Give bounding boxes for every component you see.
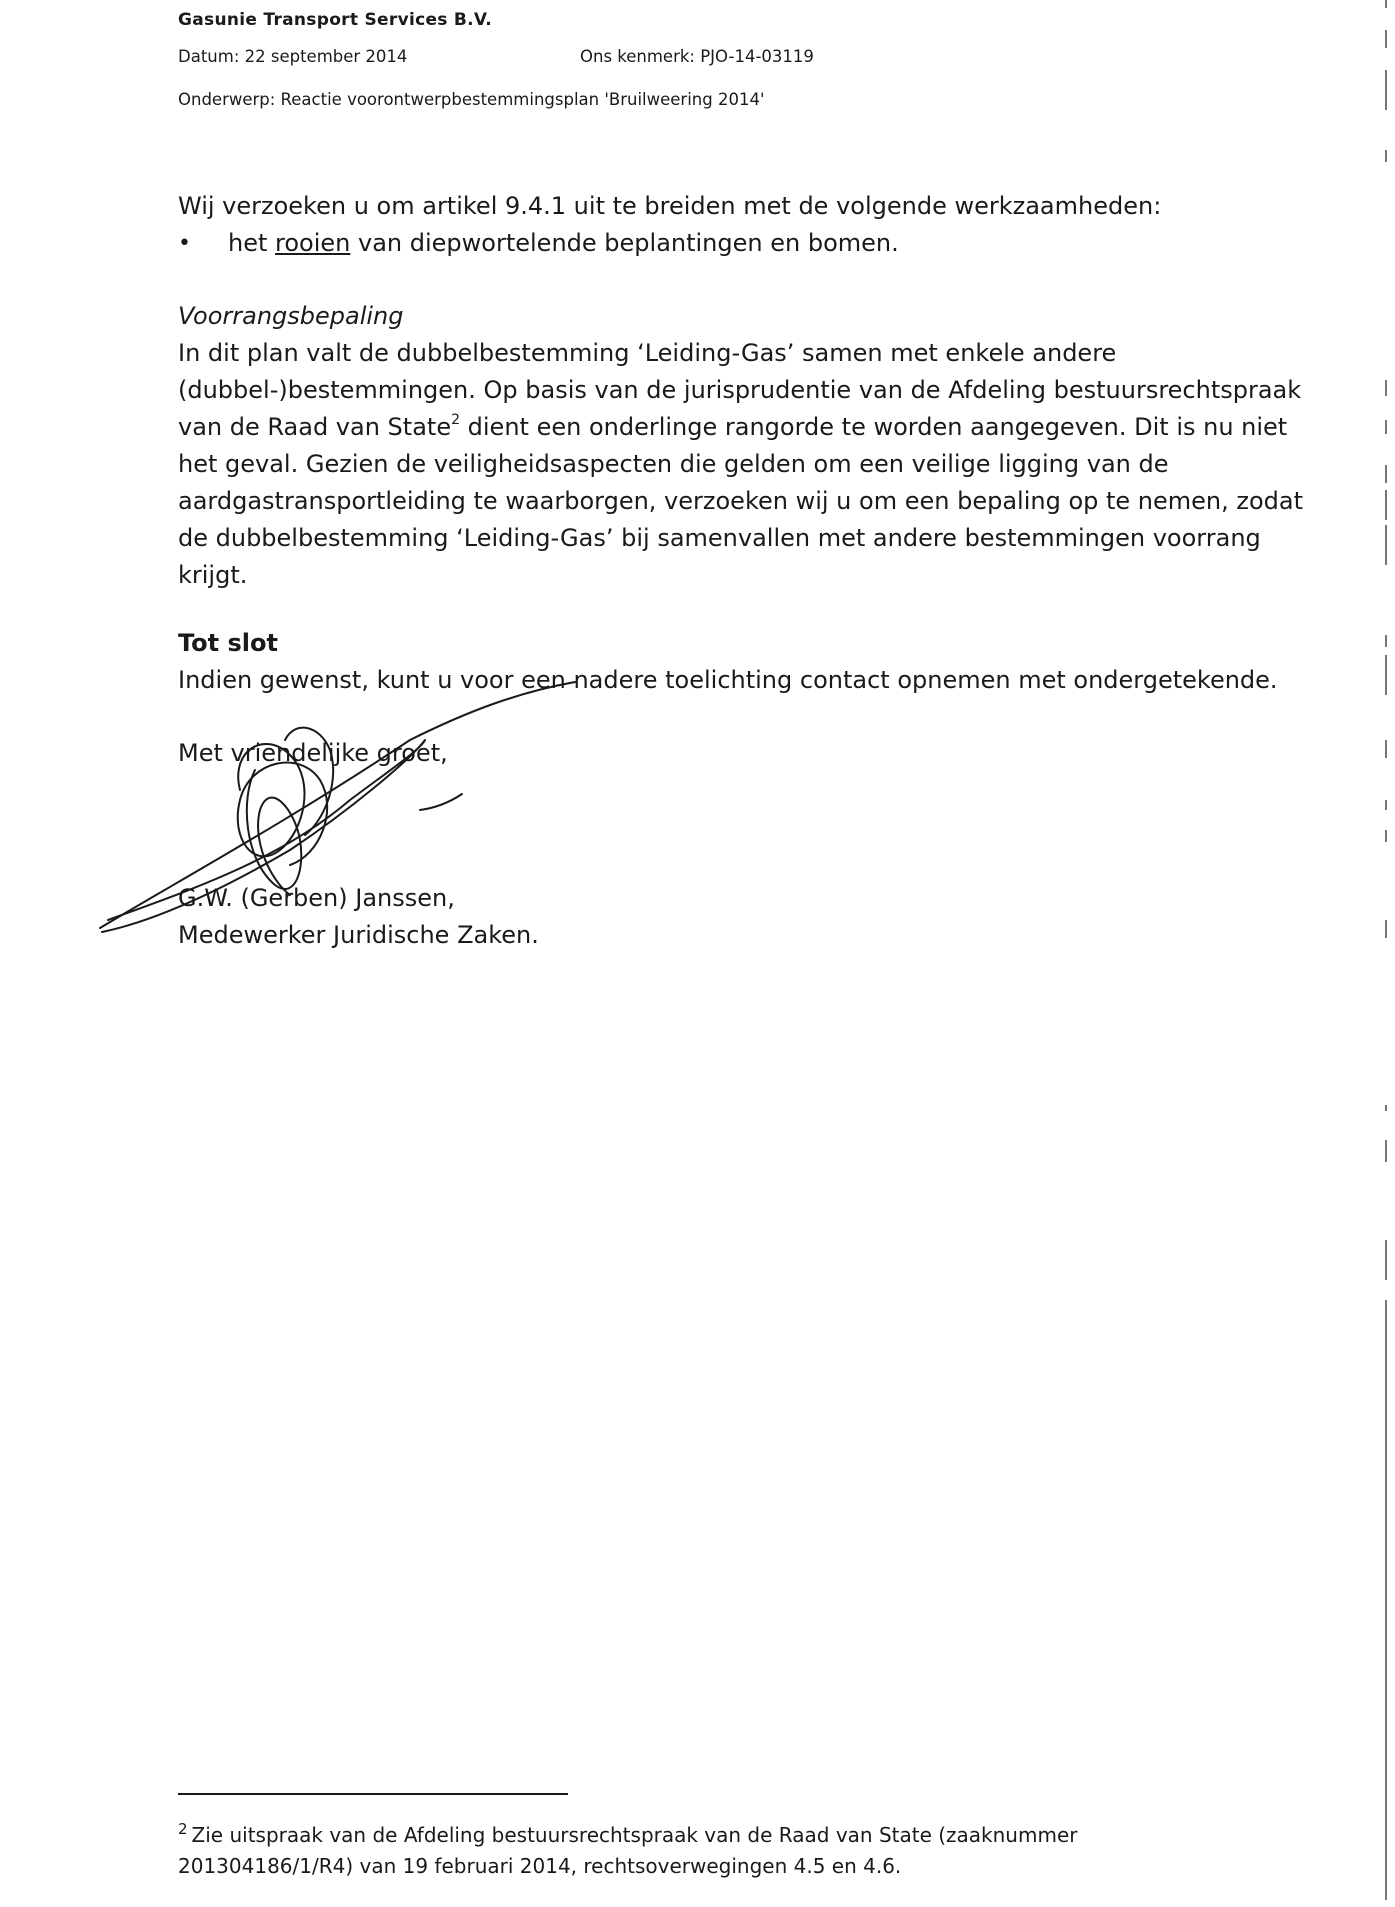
bullet-item (228, 225, 899, 262)
letter-date: Datum: 22 september 2014 (178, 47, 408, 66)
paragraph-line: In dit plan valt de dubbelbestemming ‘Leiding-Gas’ samen met enkele andere (178, 339, 1117, 367)
scan-artifact (1385, 830, 1387, 842)
scan-artifact (1385, 655, 1387, 695)
paragraph-line: krijgt. (178, 561, 248, 589)
scan-artifact (1385, 150, 1387, 162)
section-heading-tot-slot: Tot slot (178, 629, 278, 657)
scan-artifact (1385, 635, 1387, 647)
signer-name: G.W. (Gerben) Janssen, (178, 884, 455, 912)
paragraph-line: aardgastransportleiding te waarborgen, verzoeken wij u om een bepaling op te nemen, zodat (178, 487, 1304, 515)
scan-artifact (1385, 1300, 1387, 1900)
bullet-prefix: het (228, 229, 276, 257)
handwritten-signature (90, 680, 590, 940)
letter-reference: Ons kenmerk: PJO-14-03119 (580, 47, 814, 66)
footnote-reference: 2 (451, 412, 461, 428)
greeting: Met vriendelijke groet, (178, 739, 448, 767)
paragraph-line: de dubbelbestemming ‘Leiding-Gas’ bij samenvallen met andere bestemmingen voorrang (178, 524, 1261, 552)
scan-artifact (1385, 380, 1387, 396)
scan-artifact (1385, 525, 1387, 565)
footnote-line (178, 1820, 1077, 1853)
footnote-divider (178, 1793, 568, 1795)
scan-artifact (1385, 0, 1387, 8)
voorrangsbepaling-paragraph (178, 335, 1358, 594)
paragraph-line-start: van de Raad van State (178, 413, 452, 441)
scan-artifact (1385, 70, 1387, 110)
intro-paragraph: Wij verzoeken u om artikel 9.4.1 uit te breiden met de volgende werkzaamheden: (178, 192, 1162, 220)
scan-artifact (1385, 1140, 1387, 1162)
closing-paragraph: Indien gewenst, kunt u voor een nadere toelichting contact opnemen met ondergetekende. (178, 666, 1278, 694)
scan-artifact (1385, 920, 1387, 938)
company-name: Gasunie Transport Services B.V. (178, 10, 492, 30)
scan-artifact (1385, 420, 1387, 434)
paragraph-line: (dubbel-)bestemmingen. Op basis van de jurisprudentie van de Afdeling bestuursrechtspraak (178, 376, 1302, 404)
paragraph-line-end: dient een onderlinge rangorde te worden aangegeven. Dit is nu niet (467, 413, 1288, 441)
scan-artifact (1385, 490, 1387, 520)
letter-subject: Onderwerp: Reactie voorontwerpbestemmingsplan 'Bruilweering 2014' (178, 90, 765, 109)
footnote-text-1: Zie uitspraak van de Afdeling bestuursrechtspraak van de Raad van State (zaaknummer (191, 1823, 1078, 1847)
scan-artifact (1385, 1105, 1387, 1111)
signer-title: Medewerker Juridische Zaken. (178, 921, 539, 949)
scan-artifact (1385, 800, 1387, 810)
scan-artifact (1385, 465, 1387, 483)
footnote-line: 201304186/1/R4) van 19 februari 2014, rechtsoverwegingen 4.5 en 4.6. (178, 1854, 902, 1878)
footnote-number: 2 (178, 1820, 188, 1838)
bullet-suffix: van diepwortelende beplantingen en bomen. (350, 229, 899, 257)
paragraph-line (178, 409, 1358, 446)
paragraph-line: het geval. Gezien de veiligheidsaspecten die gelden om een veilige ligging van de (178, 450, 1169, 478)
section-heading-voorrangsbepaling: Voorrangsbepaling (178, 302, 404, 330)
bullet-underlined-word: rooien (275, 229, 351, 257)
scan-artifact (1385, 1240, 1387, 1280)
bullet-icon: • (178, 231, 191, 256)
scan-artifact (1385, 740, 1387, 758)
scan-artifact (1385, 30, 1387, 48)
